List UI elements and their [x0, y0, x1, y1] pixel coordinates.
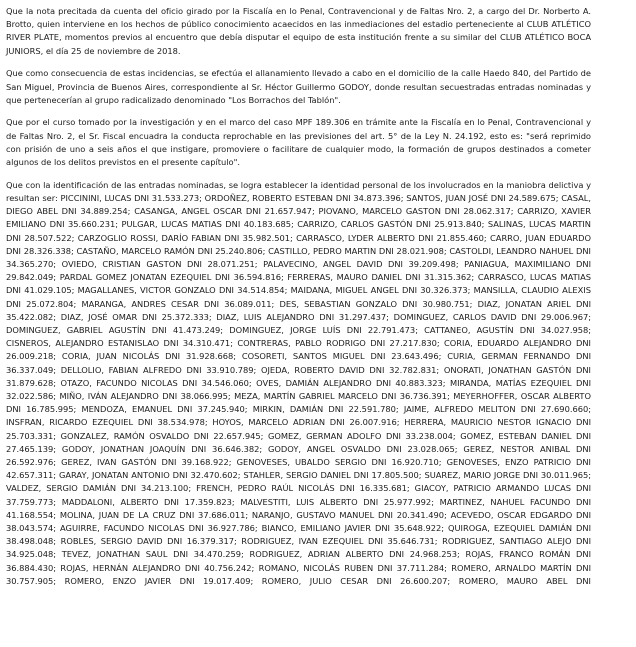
document-body [6, 5, 591, 588]
paragraph-investigacion: Que por el curso tomado por la investigación y en el marco del caso MPF 189.306 en trámite ante la Fiscalía en lo Penal, Contravencional y de Faltas Nro. 2, el Sr. Fiscal encuadra la conducta reprochable en las previsiones del art. 5° de la Ley N. 24.192, esto es: "será reprimido con prisión de uno a seis años el que instigare, promoviere o facilitare de cualquier modo, la formación de grupos destinados a cometer algunos de los delitos previstos en el presente capítulo". [6, 117, 591, 168]
paragraph-fiscalia-note: Que la nota precitada da cuenta del oficio girado por la Fiscalía en lo Penal, Contravencional y de Faltas Nro. 2, a cargo del Dr. Norberto A. Brotto, quien interviene en los hechos de público conocimiento acaecidos en las inmediaciones del estadio perteneciente al CLUB ATLÉTICO RIVER PLATE, momentos previos al encuentro que debía disputar el equipo de esta institución frente a su similar del CLUB ATLÉTICO BOCA JUNIORS, el día 25 de noviembre de 2018. [6, 6, 591, 56]
paragraph-identificacion-list: Que con la identificación de las entradas nominadas, se logra establecer la identidad personal de los involucrados en la maniobra delictiva y resultan ser: PICCININI, LUCAS DNI 31.533.273; ORDOÑEZ, ROBERTO ESTEBAN DNI 34.873.396; SANTOS, JUAN JOSÉ DNI 24.589.675; CASAL, DIEGO ABEL DNI 34.889.254; CASANGA, ANGEL OSCAR DNI 21.657.947; PIOVANO, MARCELO GASTON DNI 28.062.317; CARRIZO, XAVIER EMILIANO DNI 35.660.231; PULGAR, LUCAS MATIAS DNI 40.183.685; CARRIZO, CARLOS GASTÓN DNI 25.913.840; SALINAS, LUCAS MARTIN DNI 28.507.522; CARZOGLIO ROSSI, DARÍO FABIAN DNI 35.982.501; CARRASCO, LYDER ALBERTO DNI 21.855.460; CARRO, JUAN EDUARDO DNI 28.326.338; CASTAÑO, MARCELO RAMÓN DNI 25.240.806; CASTILLO, PEDRO MARTIN DNI 28.021.908; CASTOLDI, LEANDRO NAHUEL DNI 34.365.270; OVIEDO, CRISTIAN GASTON DNI 28.071.251; PALAVECINO, ANGEL DAVID DNI 39.209.498; PANIAGUA, MAXIMILIANO DNI 29.842.049; PARDAL GOMEZ JONATAN EZEQUIEL DNI 36.594.816; FERRERAS, MAURO DANIEL DNI 31.315.362; CARRASCO, LUCAS MATIAS DNI 41.029.105; MAGALLANES, VICTOR GONZALO DNI 34.514.854; MAIDANA, MIGUEL ANGEL DNI 30.326.373; MANSILLA, CLAUDIO ALEXIS DNI 25.072.804; MARANGA, ANDRES CESAR DNI 36.089.011; DES, SEBASTIAN GONZALO DNI 30.980.751; DIAZ, JONATAN ARIEL DNI 35.422.082; DIAZ, JOSÉ OMAR DNI 25.372.333; DIAZ, LUIS ALEJANDRO DNI 31.297.437; DOMINGUEZ, CARLOS DAVID DNI 29.006.967; DOMINGUEZ, GABRIEL AGUSTÍN DNI 41.473.249; DOMINGUEZ, JORGE LUÍS DNI 22.791.473; CATTANEO, AGUSTÍN DNI 34.027.958; CISNEROS, ALEJANDRO ESTANISLAO DNI 34.310.471; CONTRERAS, PABLO RODRIGO DNI 27.217.830; CORIA, EDUARDO ALEJANDRO DNI 26.009.218; CORIA, JUAN NICOLÁS DNI 31.928.668; COSORETI, SANTOS MIGUEL DNI 23.643.496; CURIA, GERMAN FERNANDO DNI 36.337.049; DELLOLIO, FABIAN ALFREDO DNI 33.910.789; OJEDA, ROBERTO DAVID DNI 32.782.831; ONORATI, JONATHAN GASTÓN DNI 31.879.628; OTAZO, FACUNDO NICOLAS DNI 34.546.060; OVES, DAMIÁN ALEJANDRO DNI 40.883.323; MIRANDA, MATÍAS EZEQUIEL DNI 32.022.586; MIÑO, IVÁN ALEJANDRO DNI 38.066.995; MEZA, MARTÍN GABRIEL MARCELO DNI 36.736.391; MEYERHOFFER, OSCAR ALBERTO DNI 16.785.995; MENDOZA, EMANUEL DNI 37.245.940; MIRKIN, DAMIÁN DNI 22.591.780; JAIME, ALFREDO MELITON DNI 27.690.660; INSFRAN, RICARDO EZEQUIEL DNI 38.534.978; HOYOS, MARCELO ADRIAN DNI 26.007.916; HERRERA, MAURICIO NESTOR IGNACIO DNI 25.703.331; GONZALEZ, RAMÓN OSVALDO DNI 22.657.945; GOMEZ, GERMAN ADOLFO DNI 33.238.004; GOMEZ, ESTEBAN DANIEL DNI 27.465.139; GODOY, JONATHAN JOAQUÍN DNI 36.646.382; GODOY, ANGEL OSVALDO DNI 23.028.065; GEREZ, NESTOR ANIBAL DNI 26.592.976; GEREZ, IVAN GASTÓN DNI 39.168.922; GENOVESES, UBALDO SERGIO DNI 16.920.710; GENOVESES, ENZO PATRICIO DNI 42.657.311; GARAY, JONATAN ANTONIO DNI 32.470.602; STAHLER, SERGIO DANIEL DNI 17.805.500; SUAREZ, MARIO JORGE DNI 30.011.965; VALDEZ, SERGIO DAMIÁN DNI 34.213.100; FRENCH, PEDRO RAÚL NICOLÁS DNI 16.335.681; GIACOY, PATRICIO ARMANDO LUCAS DNI 37.759.773; MADDALONI, ALBERTO DNI 17.359.823; MALVESTITI, LUIS ALBERTO DNI 25.977.992; MARTINEZ, NAHUEL FACUNDO DNI 41.168.554; MOLINA, JUAN DE LA CRUZ DNI 37.686.011; NARANJO, GUSTAVO MANUEL DNI 20.341.490; ACEVEDO, OSCAR EDGARDO DNI 38.043.574; AGUIRRE, FACUNDO NICOLAS DNI 36.927.786; BIANCO, EMILIANO JAVIER DNI 35.648.922; QUIROGA, EZEQUIEL DAMIÁN DNI 38.498.048; ROBLES, SERGIO DAVID DNI 16.379.317; RODRIGUEZ, IVAN EZEQUIEL DNI 35.646.731; RODRIGUEZ, SANTIAGO ALEJO DNI 34.925.048; TEVEZ, JONATHAN SAUL DNI 34.470.259; RODRIGUEZ, ADRIAN ALBERTO DNI 24.968.253; ROJAS, FRANCO ROMÁN DNI 36.884.430; ROJAS, HERNÁN ALEJANDRO DNI 40.756.242; ROMANO, NICOLÁS RUBEN DNI 37.711.284; ROMERO, ARNALDO MARTÍN DNI 30.757.905; ROMERO, ENZO JAVIER DNI 19.017.409; ROMERO, JULIO CESAR DNI 26.600.207; ROMERO, MAURO ABEL DNI [6, 179, 591, 586]
paragraph-allanamiento: Que como consecuencia de estas incidencias, se efectúa el allanamiento llevado a cabo en el domicilio de la calle Haedo 840, del Partido de San Miguel, Provincia de Buenos Aires, correspondiente al Sr. Héctor Guillermo GODOY, donde resultan secuestradas entradas nominadas y que pertenecerían al grupo radicalizado denominado "Los Borrachos del Tablón". [6, 68, 591, 105]
